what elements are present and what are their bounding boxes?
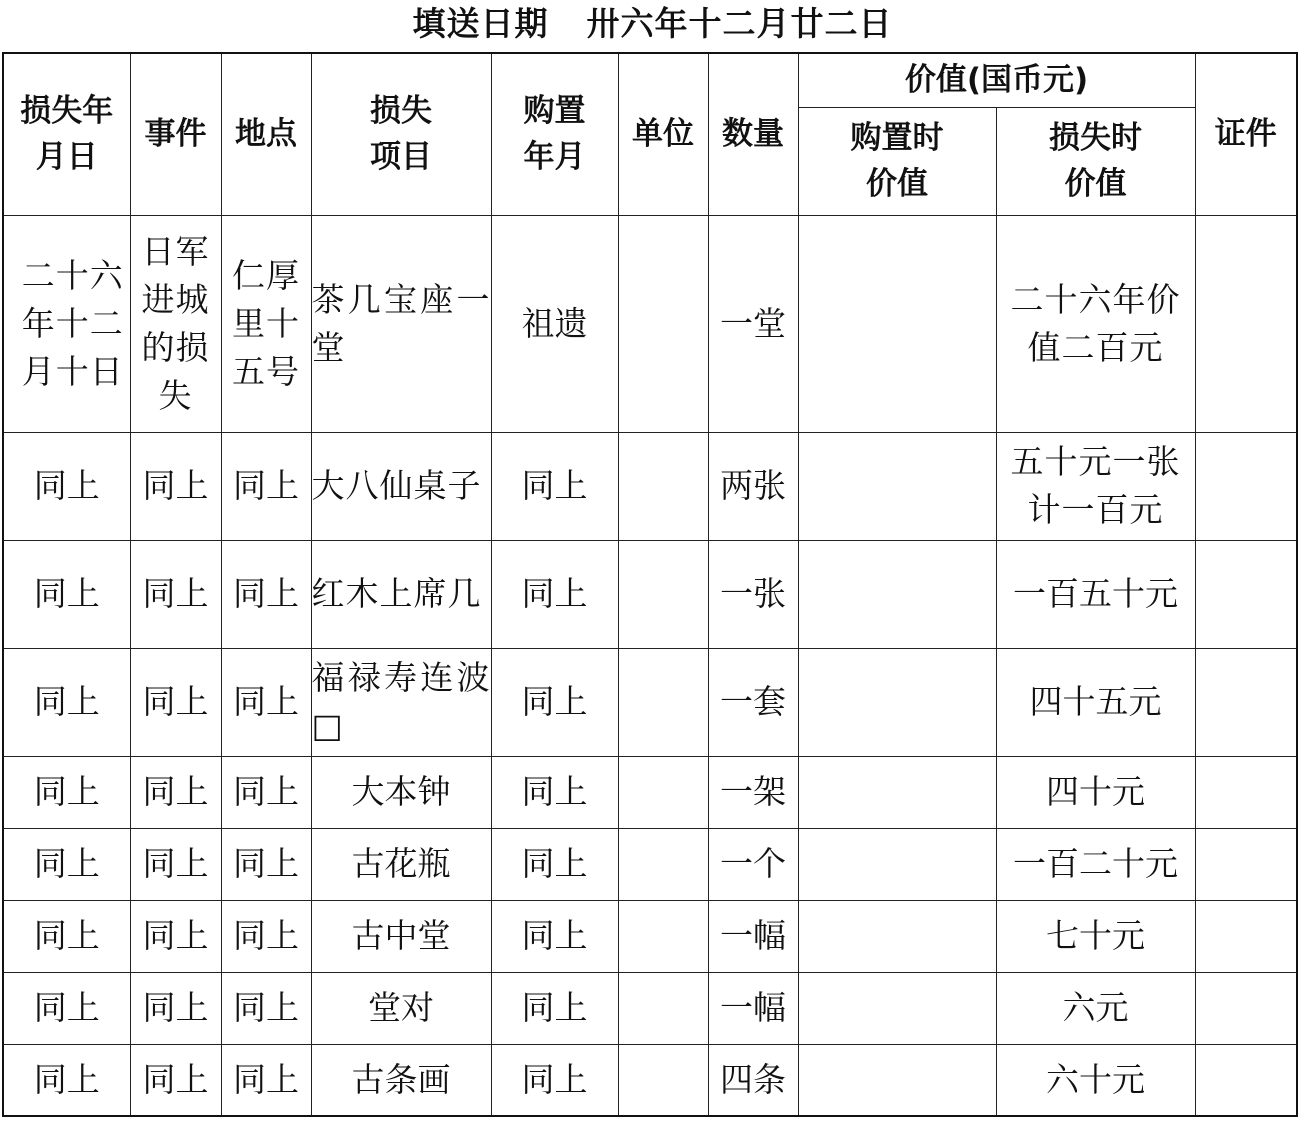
cell-evidence xyxy=(1195,648,1297,756)
header-value-group: 价值(国币元) xyxy=(798,53,1195,107)
cell-unit xyxy=(618,1044,708,1116)
header-unit: 单位 xyxy=(618,53,708,215)
cell-quantity: 一个 xyxy=(708,828,798,900)
table-row xyxy=(3,540,1297,648)
cell-unit xyxy=(618,900,708,972)
cell-quantity: 一幅 xyxy=(708,972,798,1044)
table-row xyxy=(3,648,1297,756)
cell-unit xyxy=(618,648,708,756)
cell-value-at-purchase xyxy=(798,648,996,756)
cell-value-at-loss: 一百二十元 xyxy=(996,828,1195,900)
fill-date-value: 卅六年十二月廿二日 xyxy=(586,4,893,43)
cell-quantity: 两张 xyxy=(708,432,798,540)
loss-report-table xyxy=(2,52,1298,1117)
fill-date-label: 填送日期 xyxy=(412,4,549,43)
header-loss-date: 损失年 月日 xyxy=(3,53,130,215)
cell-item: 古花瓶 xyxy=(311,828,491,900)
table-row xyxy=(3,900,1297,972)
cell-place: 同上 xyxy=(221,540,311,648)
cell-item: 福禄寿连波□ xyxy=(311,648,491,756)
cell-purchase-date: 祖遗 xyxy=(491,215,618,432)
cell-value-at-purchase xyxy=(798,540,996,648)
cell-evidence xyxy=(1195,828,1297,900)
cell-place: 同上 xyxy=(221,972,311,1044)
cell-unit xyxy=(618,215,708,432)
cell-unit xyxy=(618,756,708,828)
cell-event: 同上 xyxy=(130,1044,221,1116)
cell-event: 同上 xyxy=(130,900,221,972)
cell-purchase-date: 同上 xyxy=(491,540,618,648)
cell-place: 同上 xyxy=(221,900,311,972)
cell-evidence xyxy=(1195,540,1297,648)
cell-value-at-purchase xyxy=(798,828,996,900)
header-quantity: 数量 xyxy=(708,53,798,215)
cell-loss-date: 同上 xyxy=(3,900,130,972)
header-event: 事件 xyxy=(130,53,221,215)
cell-quantity: 一架 xyxy=(708,756,798,828)
cell-value-at-purchase xyxy=(798,756,996,828)
cell-value-at-loss: 五十元一张计一百元 xyxy=(996,432,1195,540)
cell-value-at-loss: 六十元 xyxy=(996,1044,1195,1116)
table-row xyxy=(3,828,1297,900)
cell-item: 红木上席几 xyxy=(311,540,491,648)
cell-place: 仁厚里十五号 xyxy=(221,215,311,432)
cell-loss-date: 同上 xyxy=(3,1044,130,1116)
cell-purchase-date: 同上 xyxy=(491,972,618,1044)
cell-item: 大八仙桌子 xyxy=(311,432,491,540)
cell-purchase-date: 同上 xyxy=(491,1044,618,1116)
cell-place: 同上 xyxy=(221,432,311,540)
cell-event: 日军进城的损失 xyxy=(130,215,221,432)
cell-event: 同上 xyxy=(130,540,221,648)
cell-value-at-loss: 二十六年价值二百元 xyxy=(996,215,1195,432)
cell-event: 同上 xyxy=(130,756,221,828)
cell-item: 堂对 xyxy=(311,972,491,1044)
cell-value-at-purchase xyxy=(798,432,996,540)
form-header xyxy=(0,2,1305,46)
cell-evidence xyxy=(1195,1044,1297,1116)
cell-value-at-purchase xyxy=(798,215,996,432)
cell-place: 同上 xyxy=(221,756,311,828)
table-row xyxy=(3,756,1297,828)
cell-evidence xyxy=(1195,972,1297,1044)
cell-loss-date: 同上 xyxy=(3,648,130,756)
cell-event: 同上 xyxy=(130,972,221,1044)
cell-evidence xyxy=(1195,215,1297,432)
cell-quantity: 一堂 xyxy=(708,215,798,432)
cell-purchase-date: 同上 xyxy=(491,900,618,972)
header-item: 损失 项目 xyxy=(311,53,491,215)
cell-value-at-purchase xyxy=(798,900,996,972)
cell-unit xyxy=(618,828,708,900)
table-row xyxy=(3,432,1297,540)
cell-quantity: 一张 xyxy=(708,540,798,648)
cell-value-at-loss: 七十元 xyxy=(996,900,1195,972)
cell-quantity: 一套 xyxy=(708,648,798,756)
cell-evidence xyxy=(1195,900,1297,972)
cell-evidence xyxy=(1195,432,1297,540)
cell-item: 古中堂 xyxy=(311,900,491,972)
cell-event: 同上 xyxy=(130,648,221,756)
cell-item: 古条画 xyxy=(311,1044,491,1116)
cell-item: 茶几宝座一堂 xyxy=(311,215,491,432)
cell-value-at-loss: 一百五十元 xyxy=(996,540,1195,648)
cell-event: 同上 xyxy=(130,828,221,900)
table-row xyxy=(3,215,1297,432)
cell-evidence xyxy=(1195,756,1297,828)
cell-value-at-purchase xyxy=(798,972,996,1044)
cell-place: 同上 xyxy=(221,1044,311,1116)
cell-purchase-date: 同上 xyxy=(491,756,618,828)
cell-unit xyxy=(618,540,708,648)
header-purchase-date: 购置 年月 xyxy=(491,53,618,215)
cell-place: 同上 xyxy=(221,828,311,900)
header-value-at-purchase: 购置时 价值 xyxy=(798,107,996,215)
header-value-at-loss: 损失时 价值 xyxy=(996,107,1195,215)
cell-loss-date: 同上 xyxy=(3,432,130,540)
cell-loss-date: 同上 xyxy=(3,972,130,1044)
cell-value-at-loss: 四十五元 xyxy=(996,648,1195,756)
cell-loss-date: 同上 xyxy=(3,756,130,828)
cell-item: 大本钟 xyxy=(311,756,491,828)
cell-value-at-purchase xyxy=(798,1044,996,1116)
table-row xyxy=(3,1044,1297,1116)
cell-value-at-loss: 四十元 xyxy=(996,756,1195,828)
cell-place: 同上 xyxy=(221,648,311,756)
cell-quantity: 一幅 xyxy=(708,900,798,972)
cell-unit xyxy=(618,972,708,1044)
cell-quantity: 四条 xyxy=(708,1044,798,1116)
table-row xyxy=(3,972,1297,1044)
header-place: 地点 xyxy=(221,53,311,215)
cell-event: 同上 xyxy=(130,432,221,540)
cell-purchase-date: 同上 xyxy=(491,828,618,900)
cell-unit xyxy=(618,432,708,540)
cell-loss-date: 二十六年十二月十日 xyxy=(3,215,130,432)
header-evidence: 证件 xyxy=(1195,53,1297,215)
cell-loss-date: 同上 xyxy=(3,540,130,648)
cell-loss-date: 同上 xyxy=(3,828,130,900)
cell-purchase-date: 同上 xyxy=(491,648,618,756)
cell-value-at-loss: 六元 xyxy=(996,972,1195,1044)
cell-purchase-date: 同上 xyxy=(491,432,618,540)
